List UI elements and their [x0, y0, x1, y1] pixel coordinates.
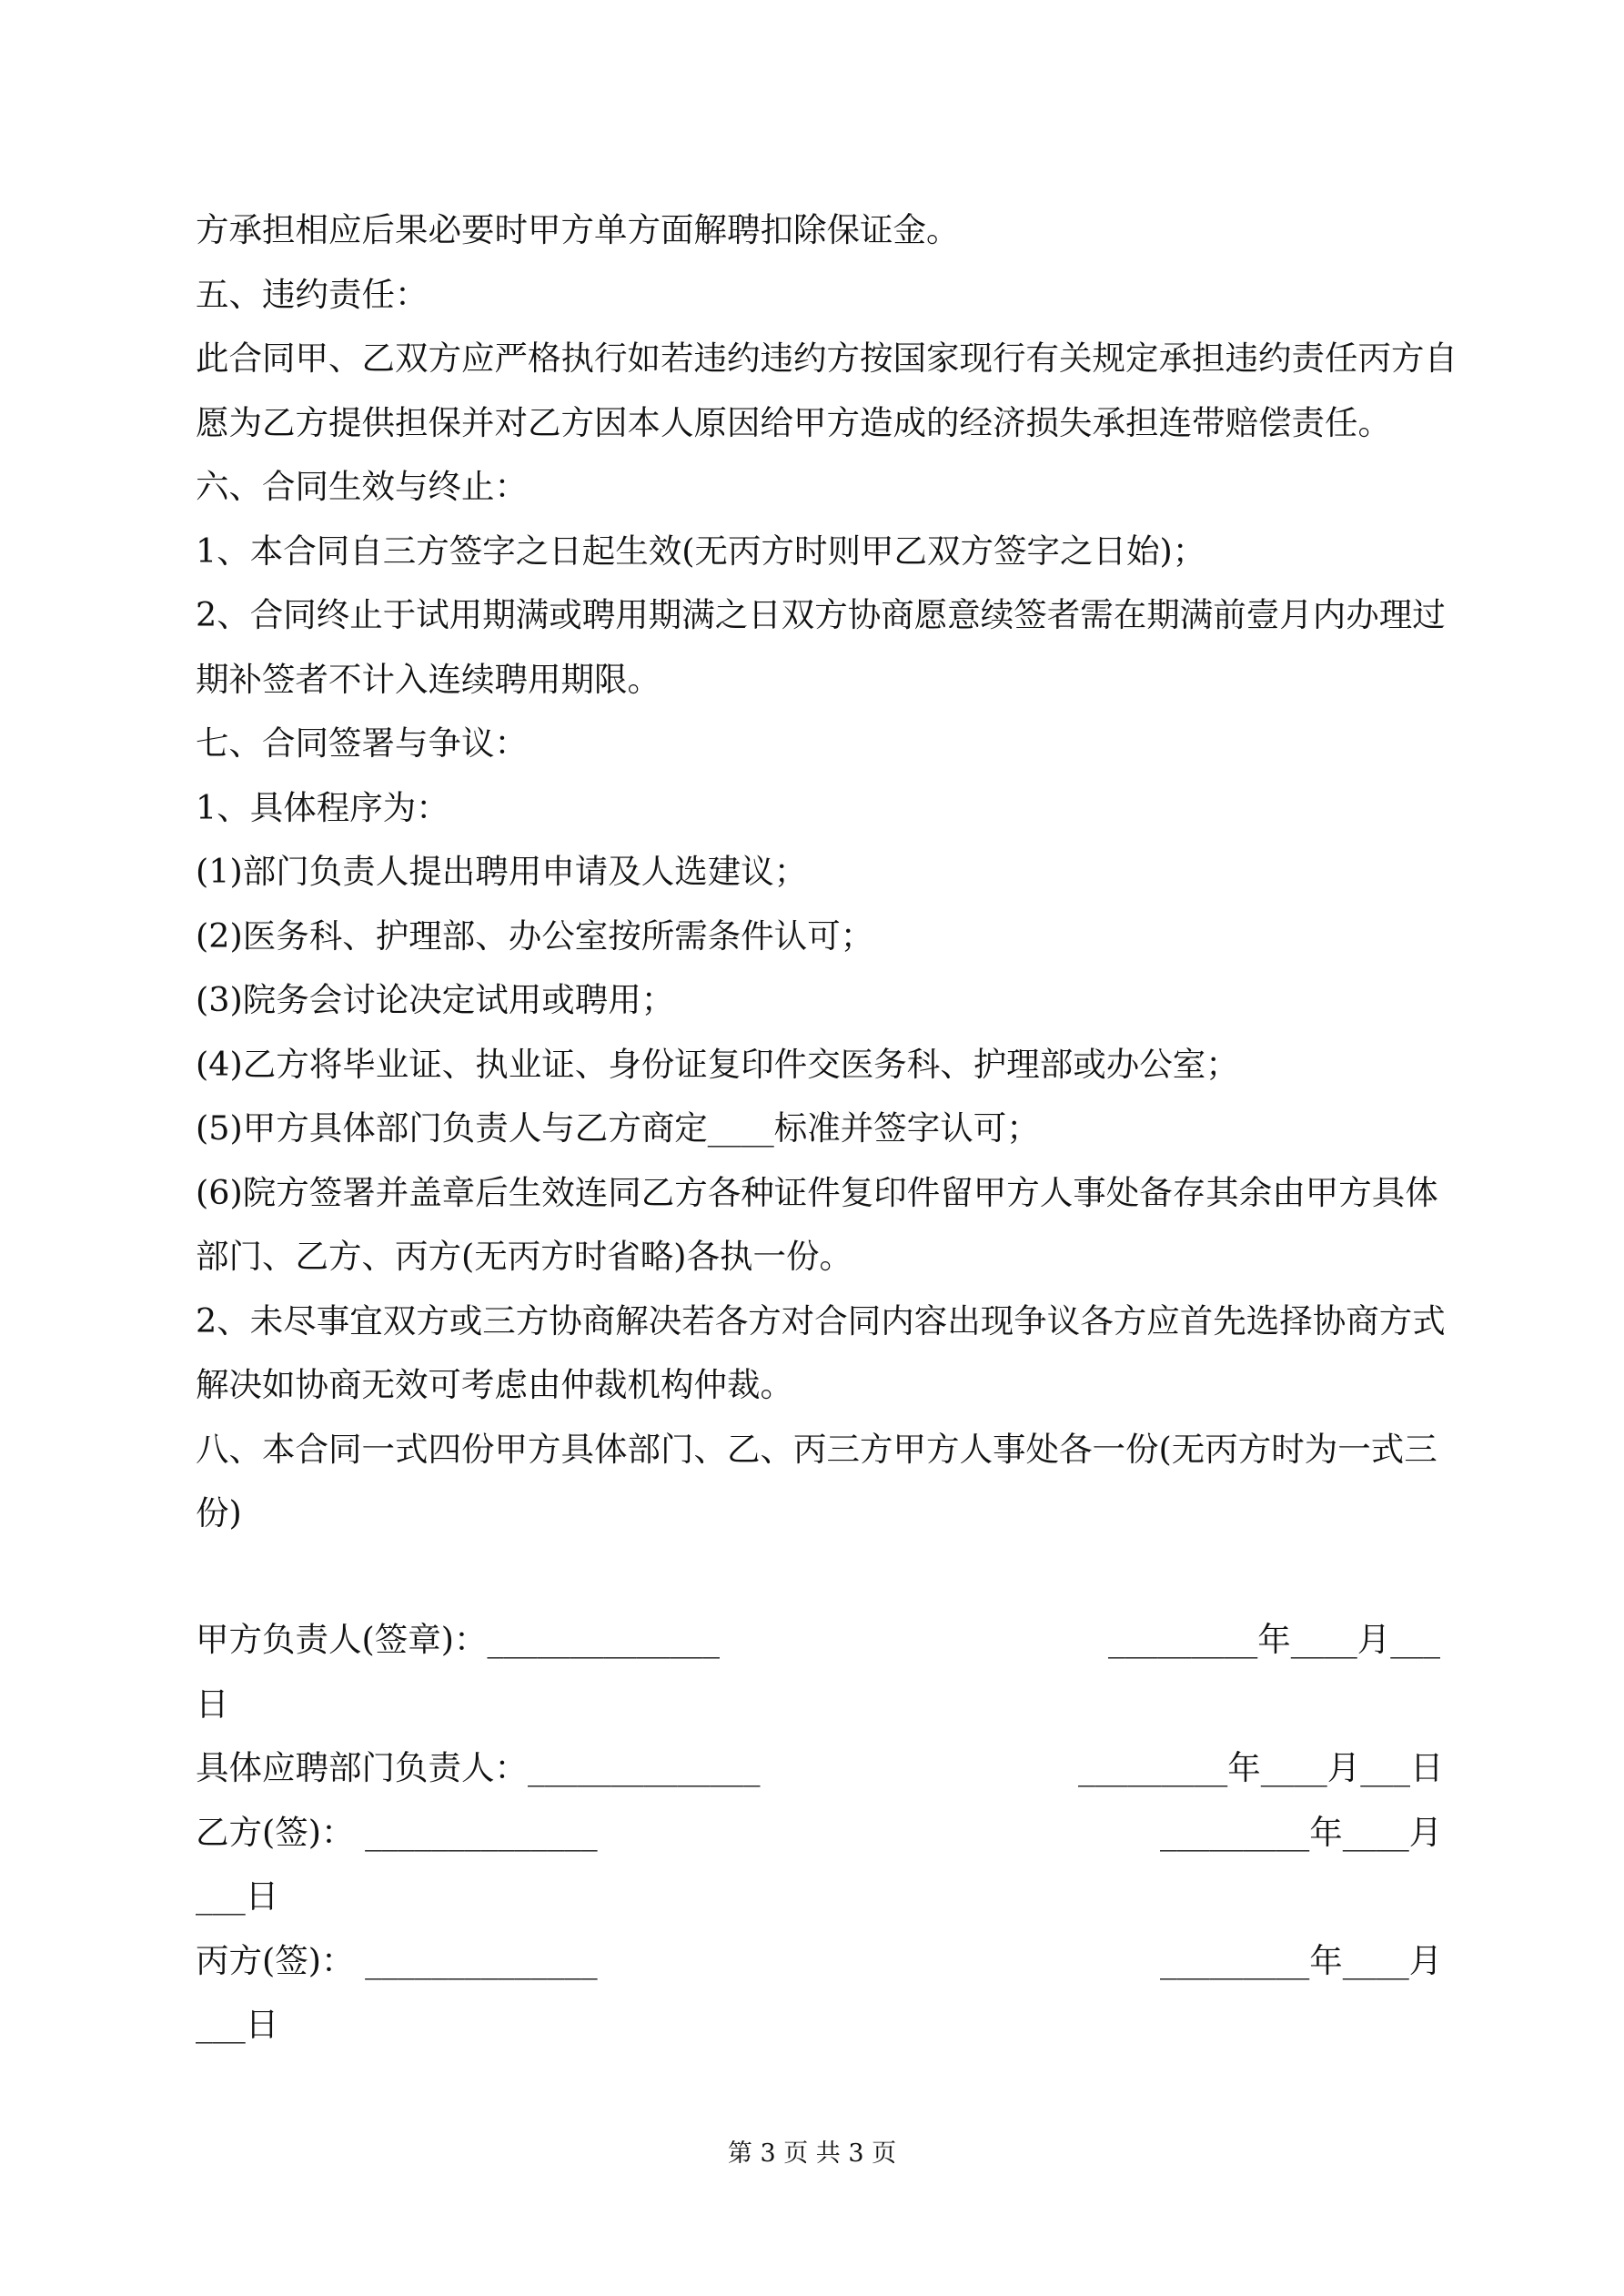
body-line: 1、具体程序为： — [196, 788, 449, 827]
department-date: _________年____月___日 — [1078, 1748, 1444, 1787]
body-line: 2、合同终止于试用期满或聘用期满之日双方协商愿意续签者需在期满前壹月内办理过 — [196, 595, 1446, 634]
body-line: 期补签者不计入连续聘用期限。 — [196, 660, 661, 699]
party-a-date: _________年____月___ — [1108, 1620, 1440, 1659]
list-item: (1)部门负责人提出聘用申请及人选建议； — [196, 852, 808, 891]
body-line: 份) — [196, 1493, 242, 1532]
list-item: (3)院务会讨论决定试用或聘用； — [196, 980, 675, 1019]
list-item: (2)医务科、护理部、办公室按所需条件认可； — [196, 916, 874, 956]
party-c-date: _________年____月 — [1160, 1941, 1443, 1980]
party-a-signature-label: 甲方负责人(签章)：______________ — [196, 1620, 720, 1659]
body-line: 方承担相应后果必要时甲方单方面解聘扣除保证金。 — [196, 210, 960, 249]
body-line: 2、未尽事宜双方或三方协商解决若各方对合同内容出现争议各方应首先选择协商方式 — [196, 1301, 1446, 1340]
body-line: 1、本合同自三方签字之日起生效(无丙方时则甲乙双方签字之日始)； — [196, 531, 1206, 571]
list-item: 部门、乙方、丙方(无丙方时省略)各执一份。 — [196, 1237, 852, 1276]
body-line: 解决如协商无效可考虑由仲裁机构仲裁。 — [196, 1365, 793, 1404]
party-c-signature-label: 丙方(签)： ______________ — [196, 1941, 598, 1980]
list-item: (5)甲方具体部门负责人与乙方商定____标准并签字认可； — [196, 1108, 1040, 1148]
body-line: 愿为乙方提供担保并对乙方因本人原因给甲方造成的经济损失承担连带赔偿责任。 — [196, 403, 1391, 442]
party-b-date-day: ___日 — [196, 1876, 279, 1916]
party-b-signature-label: 乙方(签)： ______________ — [196, 1813, 598, 1852]
body-line: 八、本合同一式四份甲方具体部门、乙、丙三方甲方人事处各一份(无丙方时为一式三 — [196, 1430, 1437, 1469]
section-heading: 五、违约责任： — [196, 275, 429, 314]
body-line: 此合同甲、乙双方应严格执行如若违约违约方按国家现行有关规定承担违约责任丙方自 — [196, 339, 1458, 378]
section-heading: 六、合同生效与终止： — [196, 467, 528, 506]
section-heading: 七、合同签署与争议： — [196, 723, 528, 763]
page-number: 第 3 页 共 3 页 — [727, 2139, 897, 2168]
party-b-date: _________年____月 — [1160, 1813, 1443, 1852]
list-item: (6)院方签署并盖章后生效连同乙方各种证件复印件留甲方人事处备存其余由甲方具体 — [196, 1173, 1438, 1212]
party-c-date-day: ___日 — [196, 2005, 279, 2044]
department-signature-label: 具体应聘部门负责人：______________ — [196, 1748, 761, 1787]
list-item: (4)乙方将毕业证、执业证、身份证复印件交医务科、护理部或办公室； — [196, 1045, 1239, 1084]
party-a-date-day: 日 — [196, 1684, 229, 1724]
